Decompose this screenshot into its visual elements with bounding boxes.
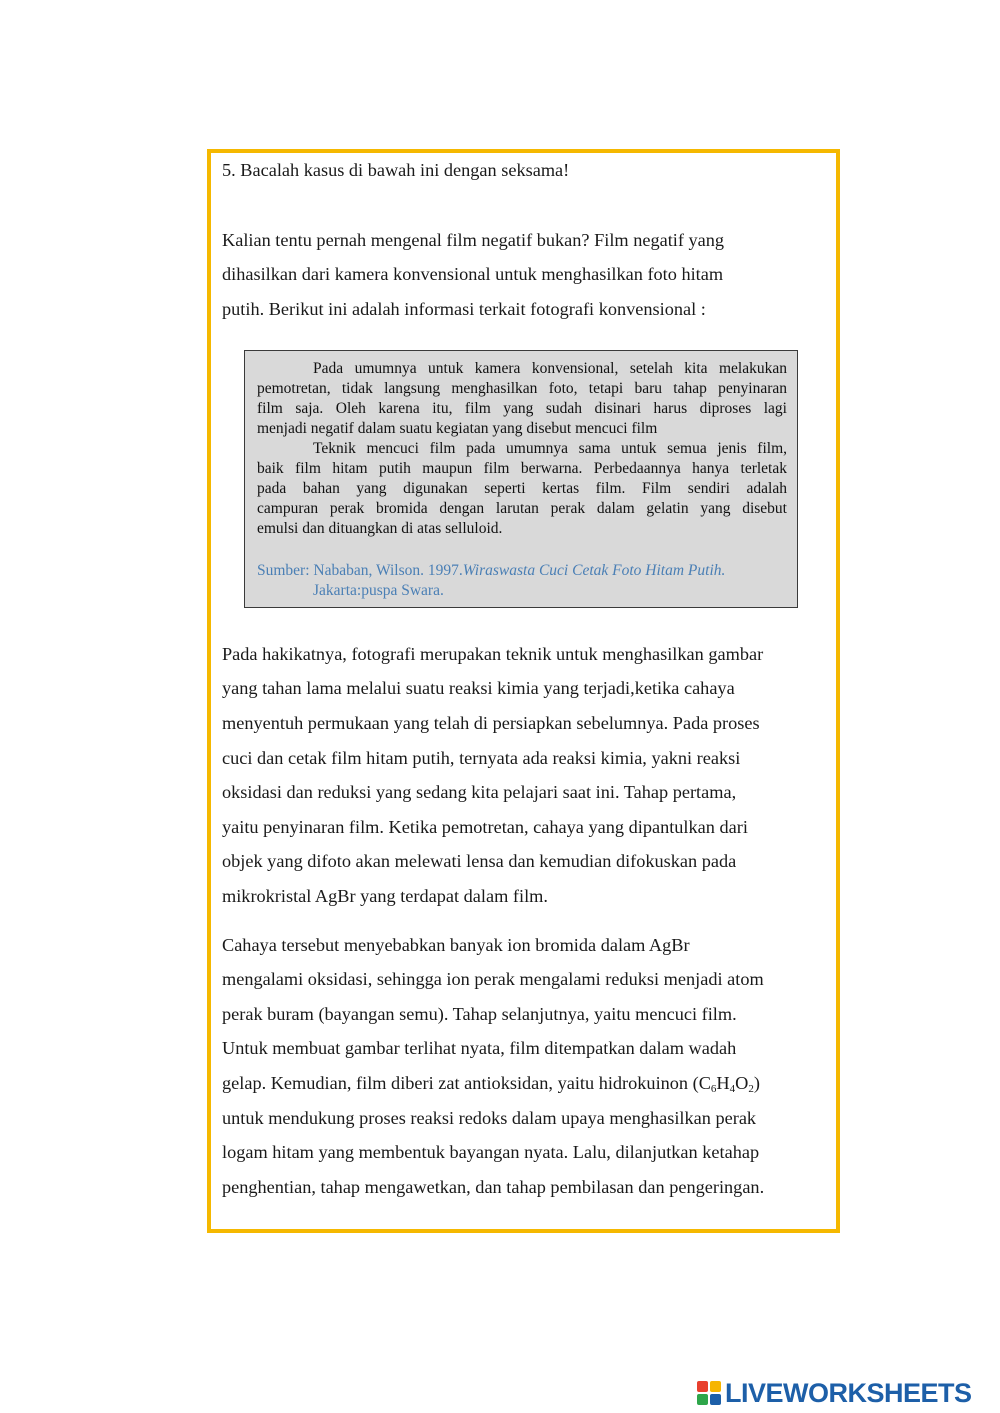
paragraph-line: menyentuh permukaan yang telah di persiapkan sebelumnya. Pada proses bbox=[222, 713, 760, 733]
source-excerpt-box bbox=[244, 350, 798, 608]
liveworksheets-logo-icon bbox=[697, 1381, 721, 1405]
excerpt-line: Teknik mencuci film pada umumnya sama untuk semua jenis film, bbox=[313, 440, 787, 457]
excerpt-line: campuran perak bromida dengan larutan perak dalam gelatin yang disebut bbox=[257, 500, 787, 517]
excerpt-line: film saja. Oleh karena itu, film yang sudah disinari harus diproses lagi bbox=[257, 400, 787, 417]
intro-line: putih. Berikut ini adalah informasi terkait fotografi konvensional : bbox=[222, 299, 706, 319]
question-title: 5. Bacalah kasus di bawah ini dengan seksama! bbox=[222, 160, 570, 180]
intro-line: Kalian tentu pernah mengenal film negatif bukan? Film negatif yang bbox=[222, 230, 725, 250]
excerpt-line: pada bahan yang digunakan seperti kertas film. Film sendiri adalah bbox=[257, 480, 787, 497]
paragraph-line: oksidasi dan reduksi yang sedang kita pelajari saat ini. Tahap pertama, bbox=[222, 782, 737, 802]
excerpt-line: Pada umumnya untuk kamera konvensional, setelah kita melakukan bbox=[313, 360, 787, 377]
paragraph-line: Cahaya tersebut menyebabkan banyak ion bromida dalam AgBr bbox=[222, 935, 690, 955]
source-book-title: Wiraswasta Cuci Cetak Foto Hitam Putih. bbox=[462, 562, 726, 579]
paragraph-line: mengalami oksidasi, sehingga ion perak mengalami reduksi menjadi atom bbox=[222, 969, 764, 989]
paragraph-line: perak buram (bayangan semu). Tahap selanjutnya, yaitu mencuci film. bbox=[222, 1004, 737, 1024]
formula-subscript: 6 bbox=[710, 1083, 717, 1095]
excerpt-line: baik film hitam putih maupun film berwarna. Perbedaannya hanya terletak bbox=[257, 460, 787, 477]
excerpt-source bbox=[257, 561, 725, 581]
formula-element: H bbox=[716, 1073, 730, 1093]
formula-element: O bbox=[735, 1073, 749, 1093]
source-publisher: Jakarta:puspa Swara. bbox=[313, 582, 444, 599]
paragraph-line: mikrokristal AgBr yang terdapat dalam film. bbox=[222, 886, 548, 906]
excerpt-line: menjadi negatif dalam suatu kegiatan yang disebut mencuci film bbox=[257, 420, 658, 437]
source-author: Sumber: Nababan, Wilson. 1997. bbox=[257, 562, 463, 579]
paragraph-line: penghentian, tahap mengawetkan, dan tahap pembilasan dan pengeringan. bbox=[222, 1177, 765, 1197]
paragraph-line: untuk mendukung proses reaksi redoks dalam upaya menghasilkan perak bbox=[222, 1108, 757, 1128]
paragraph-line-formula bbox=[222, 1071, 760, 1095]
excerpt-line: pemotretan, tidak langsung menghasilkan foto, tetapi baru tahap penyinaran bbox=[257, 380, 787, 397]
paragraph-line: yaitu penyinaran film. Ketika pemotretan, cahaya yang dipantulkan dari bbox=[222, 817, 748, 837]
logo-text: LIVEWORKSHEETS bbox=[725, 1378, 972, 1408]
paragraph-line: objek yang difoto akan melewati lensa dan kemudian difokuskan pada bbox=[222, 851, 737, 871]
paragraph-line: yang tahan lama melalui suatu reaksi kimia yang terjadi,ketika cahaya bbox=[222, 678, 735, 698]
paragraph-line: Untuk membuat gambar terlihat nyata, film ditempatkan dalam wadah bbox=[222, 1038, 737, 1058]
formula-close: ) bbox=[753, 1073, 760, 1093]
intro-line: dihasilkan dari kamera konvensional untuk menghasilkan foto hitam bbox=[222, 264, 724, 284]
paragraph-line: logam hitam yang membentuk bayangan nyata. Lalu, dilanjutkan ketahap bbox=[222, 1142, 760, 1162]
excerpt-line: emulsi dan dituangkan di atas selluloid. bbox=[257, 520, 503, 537]
formula-subscript: 4 bbox=[729, 1083, 736, 1095]
formula-line-text: gelap. Kemudian, film diberi zat antioksidan, yaitu hidrokuinon (C bbox=[222, 1073, 711, 1093]
formula-subscript: 2 bbox=[748, 1083, 754, 1095]
paragraph-line: Pada hakikatnya, fotografi merupakan teknik untuk menghasilkan gambar bbox=[222, 644, 764, 664]
paragraph-line: cuci dan cetak film hitam putih, ternyata ada reaksi kimia, yakni reaksi bbox=[222, 748, 741, 768]
liveworksheets-logo[interactable] bbox=[697, 1380, 972, 1406]
